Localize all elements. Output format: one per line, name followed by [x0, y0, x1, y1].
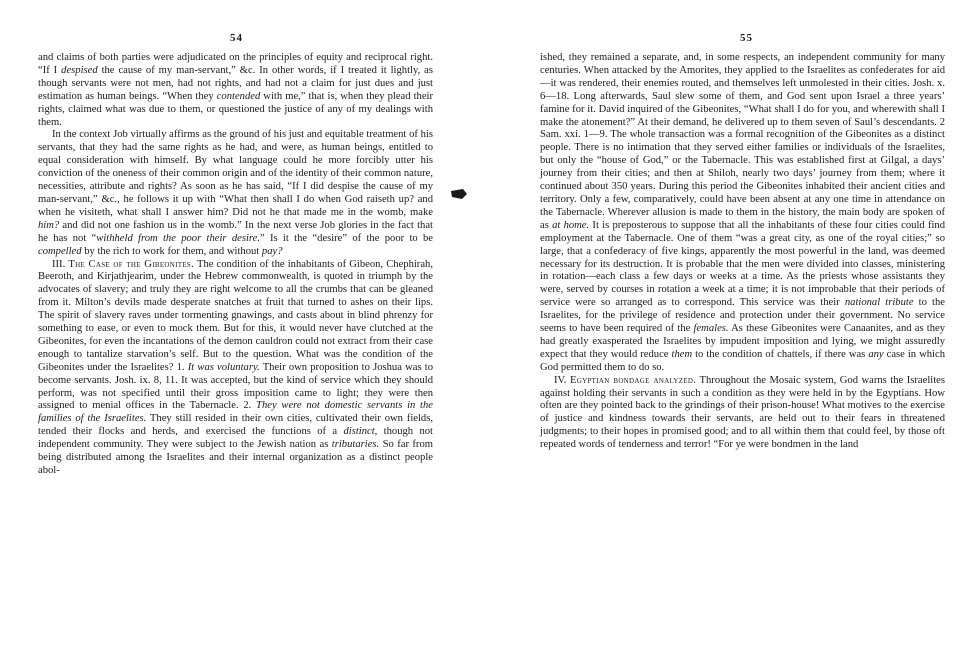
left-page	[0, 0, 470, 672]
left-page-text	[38, 52, 433, 478]
section-gibeonites: III. The Case of the Gibeonites. The condition of the inhabitants of Gibeon, Chephirah, Beeroth, and Kirjathjearim, under the Hebrew commonwealth, is quoted in triumph by the advocates of slavery; and truly they are right welcome to all the crumbs that can be gleaned from it. Milton’s devils made desperate snatches at fruit that turned to ashes on their lips. The spirit of slavery raves under tormenting gnawings, and casts about in blind phrenzy for something to ease, or even to mock them. But for this, it would never have clutched at the Gibeonites, for even the incantations of the demon cauldron could not extract from their case enough to tantalize starvation’s self. But to the question. What was the condition of the Gibeonites under the Israelites? 1. It was voluntary. Their own proposition to Joshua was to become servants. Josh. ix. 8, 11. It was accepted, but the kind of service which they should perform, was not specified until their gross imposition came to light; they were then assigned to menial offices in the Tabernacle. 2. They were not domestic servants in the families of the Israelites. They still resided in their own cities, cultivated their own fields, tended their flocks and herds, and exercised the functions of a distinct, though not independent community. They were subject to the Jewish nation as tributaries. So far from being distributed among the Israelites and their internal organization as a distinct people abol-	[38, 258, 434, 476]
right-page	[510, 0, 980, 672]
section-heading: Egyptian bondage analyzed.	[569, 374, 697, 386]
paragraph: In the context Job virtually affirms as the ground of his just and equitable treatment of his servants, that they had the same rights as he had, and were, as human beings, entitled to equal consideration with himself. By what language could he more forcibly utter his conviction of the oneness of their common origin and of the identity of their common nature, necessities, attribute and rights? As soon as he has said, “If I did despise the cause of my man-servant,” &c., he follows it up with “What then shall I do when God raiseth up? and when he visiteth, what shall I answer him? Did not he that made me in the womb, make him? and did not one fashion us in the womb.” In the next verse Job glories in the fact that he has not “withheld from the poor their desire.” Is it the “desire” of the poor to be compelled by the rich to work for them, and without pay?	[38, 129, 433, 257]
section-egyptian-bondage: IV. Egyptian bondage analyzed. Throughout the Mosaic system, God warns the Israelites against holding their servants in such a condition as they were held in by the Egyptians. How often are they pointed back to the grindings of their prison-house! What motives to the exercise of justice and kindness towards their servants, are held out to their fears in threatened judgments; to their hopes in promised good; and to all within them that could feel, by those oft repeated words of tenderness and terror! “For ye were bondmen in the land	[540, 374, 945, 451]
page-number-right: 55	[740, 32, 753, 44]
paragraph: and claims of both parties were adjudicated on the principles of equity and reciprocal right. “If I despised the cause of my man-servant,” &c. In other words, if I treated it lightly, as though servants were not men, had not rights, and had not a claim for just dues and just estimation as human beings. “When they contended with me,” that is, when they plead their rights, claimed what was due to them, or questioned the justice of any of my dealings with them.	[38, 52, 433, 128]
paragraph: ished, they remained a separate, and, in some respects, an independent community for many centuries. When attacked by the Amorites, they applied to the Israelites as confederates for aid—it was rendered, their enemies routed, and themselves left unmolested in their cities. Josh. x. 6—18. Long afterwards, Saul slew some of them, and God sent upon Israel a three years’ famine for it. David inquired of the Gibeonites, “What shall I do for you, and wherewith shall I make the atonement?” At their demand, he delivered up to them seven of Saul’s descendants. 2 Sam. xxi. 1—9. The whole transaction was a formal recognition of the Gibeonites as a distinct people. There is no intimation that they served either families or individuals of the Israelites, but only the “house of God,” or the Tabernacle. This was established first at Gilgal, a days’ journey from their cities; and then at Shiloh, nearly two days’ journey from them; where it continued about 350 years. During this period the Gibeonites inhabited their ancient cities and territory. Only a few, comparatively, could have been absent at any one time in attendance on the Tabernacle. Wherever allusion is made to them in the history, the main body are spoken of as at home. It is preposterous to suppose that all the inhabitants of these four cities could find employment at the Tabernacle. One of them “was a great city, as one of the royal cities;” so large, that a confederacy of five kings, apparently the most powerful in the land, was deemed necessary for its destruction. It is probable that the men were divided into classes, ministering in rotation—each class a few days or weeks at a time. As the priests whose assistants they were, served by courses in rotation a week at a time; it is not improbable that their periods of service were so arranged as to correspond. This service was their national tribute to the Israelites, for the privilege of residence and protection under their government. No service seems to have been required of the females. As these Gibeonites were Canaanites, and as they had greatly exasperated the Israelites by impudent imposition and lying, we might assuredly expect that they would reduce them to the condition of chattels, if there was any case in which God permitted them to do so.	[540, 52, 946, 373]
arrow-mark-icon	[450, 188, 468, 200]
right-page-text	[540, 52, 945, 452]
section-number: IV.	[554, 374, 567, 386]
page-number-left: 54	[230, 32, 243, 44]
section-number: III.	[52, 258, 66, 270]
section-heading: The Case of the Gibeonites.	[68, 258, 195, 270]
